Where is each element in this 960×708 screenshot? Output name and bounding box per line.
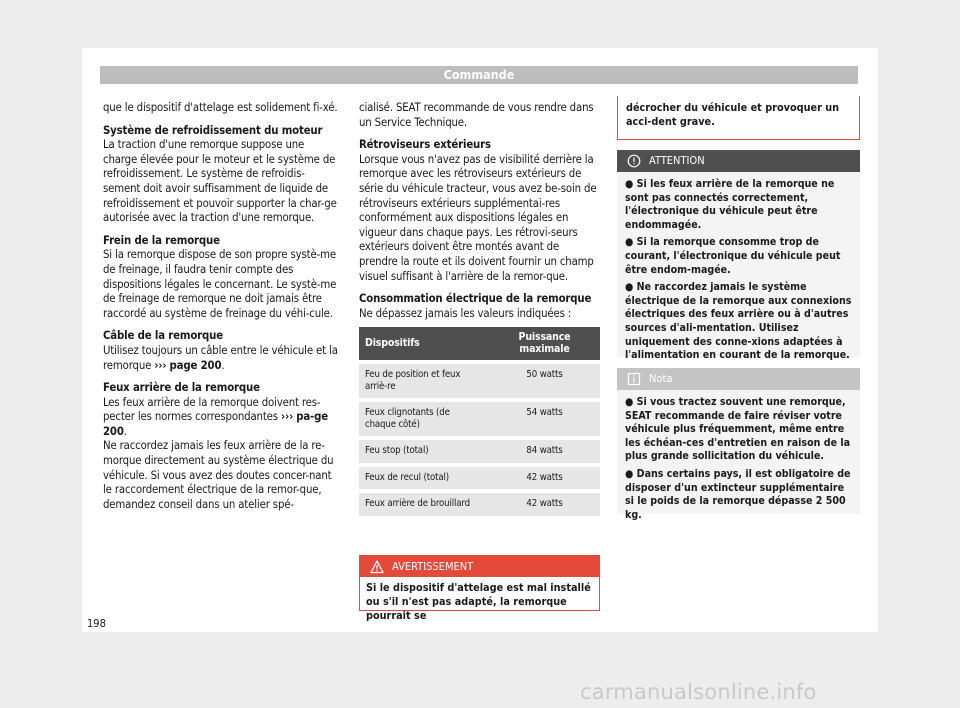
bullet-icon: ● (625, 396, 634, 408)
cable-text-body: Utilisez toujours un câble entre le véhicule et la remorque (103, 343, 338, 372)
table-header-devices: Dispositifs (359, 327, 489, 362)
table-header-row (359, 327, 600, 362)
table-cell-power: 50 watts (489, 362, 600, 400)
mirrors-text: Lorsque vous n'avez pas de visibilité derrière la remorque avec les rétroviseurs extérieurs de série du véhicule tracteur, vous avez be-soin de rétroviseurs extérieurs supplémentai-res conformément aux dispositions légales en vigueur dans chaque pays. Les rétrovi-seurs extérieurs doivent être montés avant de prendre la route et ils doivent fournir un champ visuel suffisant à l'arrière de la remor-que. (359, 152, 597, 283)
bullet-icon: ● (625, 281, 634, 294)
warning-title: AVERTISSEMENT (392, 560, 474, 573)
brake-text: Si la remorque dispose de son propre systè-me de freinage, il faudra tenir compte des dispositions légales le concernant. Le systè-me de freinage de remorque ne doit jamais être raccordé au système de freinage du véhi-cule. (103, 248, 337, 320)
page-number: 198 (87, 617, 106, 630)
table-cell-device: Feux de recul (total) (359, 465, 489, 492)
attention-header (617, 150, 860, 172)
attention-item-text: Ne raccordez jamais le système électrique de la remorque aux connexions électriques des feux arrière ou à d'autres sources d'ali-mentation. Utilisez uniquement des conne-xions adaptées à l'alimentation en courant de la remorque. (625, 281, 852, 362)
warning-header (360, 556, 599, 577)
intro-text: que le dispositif d'attelage est solidement fi-xé. (103, 101, 338, 114)
nota-item-text: Dans certains pays, il est obligatoire de disposer d'un extincteur supplémentaire si le poids de la remorque dépasse 2 500 kg. (625, 467, 851, 521)
attention-title: ATTENTION (649, 154, 705, 167)
attention-item-text: Si la remorque consomme trop de courant, l'électronique du véhicule peut être endom-magée. (625, 236, 841, 276)
attention-box (617, 150, 860, 362)
table-row (359, 362, 600, 400)
info-icon (627, 372, 641, 386)
table-cell-power: 42 watts (489, 491, 600, 516)
attention-body (617, 172, 860, 373)
list-item (625, 281, 852, 363)
bullet-icon: ● (625, 467, 634, 480)
warning-triangle-icon (370, 560, 384, 574)
column-2 (359, 101, 600, 516)
ref-arrows-icon: ››› (154, 358, 167, 372)
table-cell-power: 84 watts (489, 438, 600, 465)
warning-box (359, 555, 600, 622)
nota-header (617, 368, 860, 390)
table-cell-device: Feu stop (total) (359, 438, 489, 465)
consumption-heading: Consommation électrique de la remorque (359, 292, 592, 306)
list-item (625, 396, 852, 464)
table-row (359, 465, 600, 492)
watermark-text: carmanualsonline.info (580, 680, 817, 704)
table-cell-device: Feux arrière de brouillard (359, 491, 489, 516)
warning-continued: décrocher du véhicule et provoquer un acci-dent grave. (617, 96, 860, 140)
table-cell-power: 42 watts (489, 465, 600, 492)
lights-text-body: Les feux arrière de la remorque doivent res-pecter les normes correspondantes (103, 395, 321, 424)
cooling-heading: Système de refroidissement du moteur (103, 123, 323, 137)
lights-page-link[interactable]: pa-ge 200 (103, 410, 328, 438)
column-1 (103, 101, 341, 520)
lights-text: Les feux arrière de la remorque doivent res-pecter les normes correspondantes ››› pa-ge 200. (103, 395, 328, 438)
power-table (359, 327, 600, 516)
list-item (625, 178, 852, 232)
consumption-text: Ne dépassez jamais les valeurs indiquées : (359, 306, 572, 320)
nota-box (617, 368, 860, 521)
nota-body (617, 390, 860, 532)
lights-text-2: Ne raccordez jamais les feux arrière de la re-morque directement au système électrique du véhicule. Si vous avez des doutes concer-nant le raccordement électrique de la remor-que, demandez conseil dans un atelier spé- (103, 439, 334, 511)
intro-text-2: cialisé. SEAT recommande de vous rendre dans un Service Technique. (359, 101, 594, 129)
table-row (359, 400, 600, 438)
list-item (625, 468, 852, 522)
cooling-text: La traction d'une remorque suppose une charge élevée pour le moteur et le système de refroidissement. Le système de refroidis-sement doit avoir suffisamment de liquide de refroidissement et pouvoir supporter la char-ge autorisée avec la traction d'une remorque. (103, 138, 337, 225)
attention-item-text: Si les feux arrière de la remorque ne sont pas connectés correctement, l'électronique du véhicule peut être endommagée. (625, 178, 835, 231)
table-cell-device: Feux clignotants (de chaque côté) (359, 400, 489, 438)
table-cell-device: Feu de position et feux arriè-re (359, 362, 489, 400)
warning-text: Si le dispositif d'attelage est mal installé ou s'il n'est pas adapté, la remorque pourrait se (366, 581, 591, 622)
cable-page-link[interactable]: page 200 (169, 358, 222, 372)
bullet-icon: ● (625, 178, 634, 190)
ref-arrows-icon: ››› (281, 410, 294, 424)
exclamation-circle-icon (627, 154, 641, 168)
table-cell-power: 54 watts (489, 400, 600, 438)
section-header: Commande (100, 66, 858, 84)
nota-title: Nota (649, 372, 673, 385)
mirrors-heading: Rétroviseurs extérieurs (359, 138, 491, 152)
list-item (625, 236, 852, 277)
table-row (359, 491, 600, 516)
table-row (359, 438, 600, 465)
nota-item-text: Si vous tractez souvent une remorque, SEAT recommande de faire réviser votre véhicule plus fréquemment, même entre les échéan-ces d'entretien en raison de la plus grande sollicitation du véhicule. (625, 396, 851, 463)
table-header-power: Puissance maximale (489, 327, 600, 362)
bullet-icon: ● (625, 236, 634, 249)
brake-heading: Frein de la remorque (103, 233, 220, 247)
lights-heading: Feux arrière de la remorque (103, 381, 260, 395)
cable-heading: Câble de la remorque (103, 329, 223, 343)
cable-text: Utilisez toujours un câble entre le véhicule et la remorque ››› page 200. (103, 343, 338, 372)
